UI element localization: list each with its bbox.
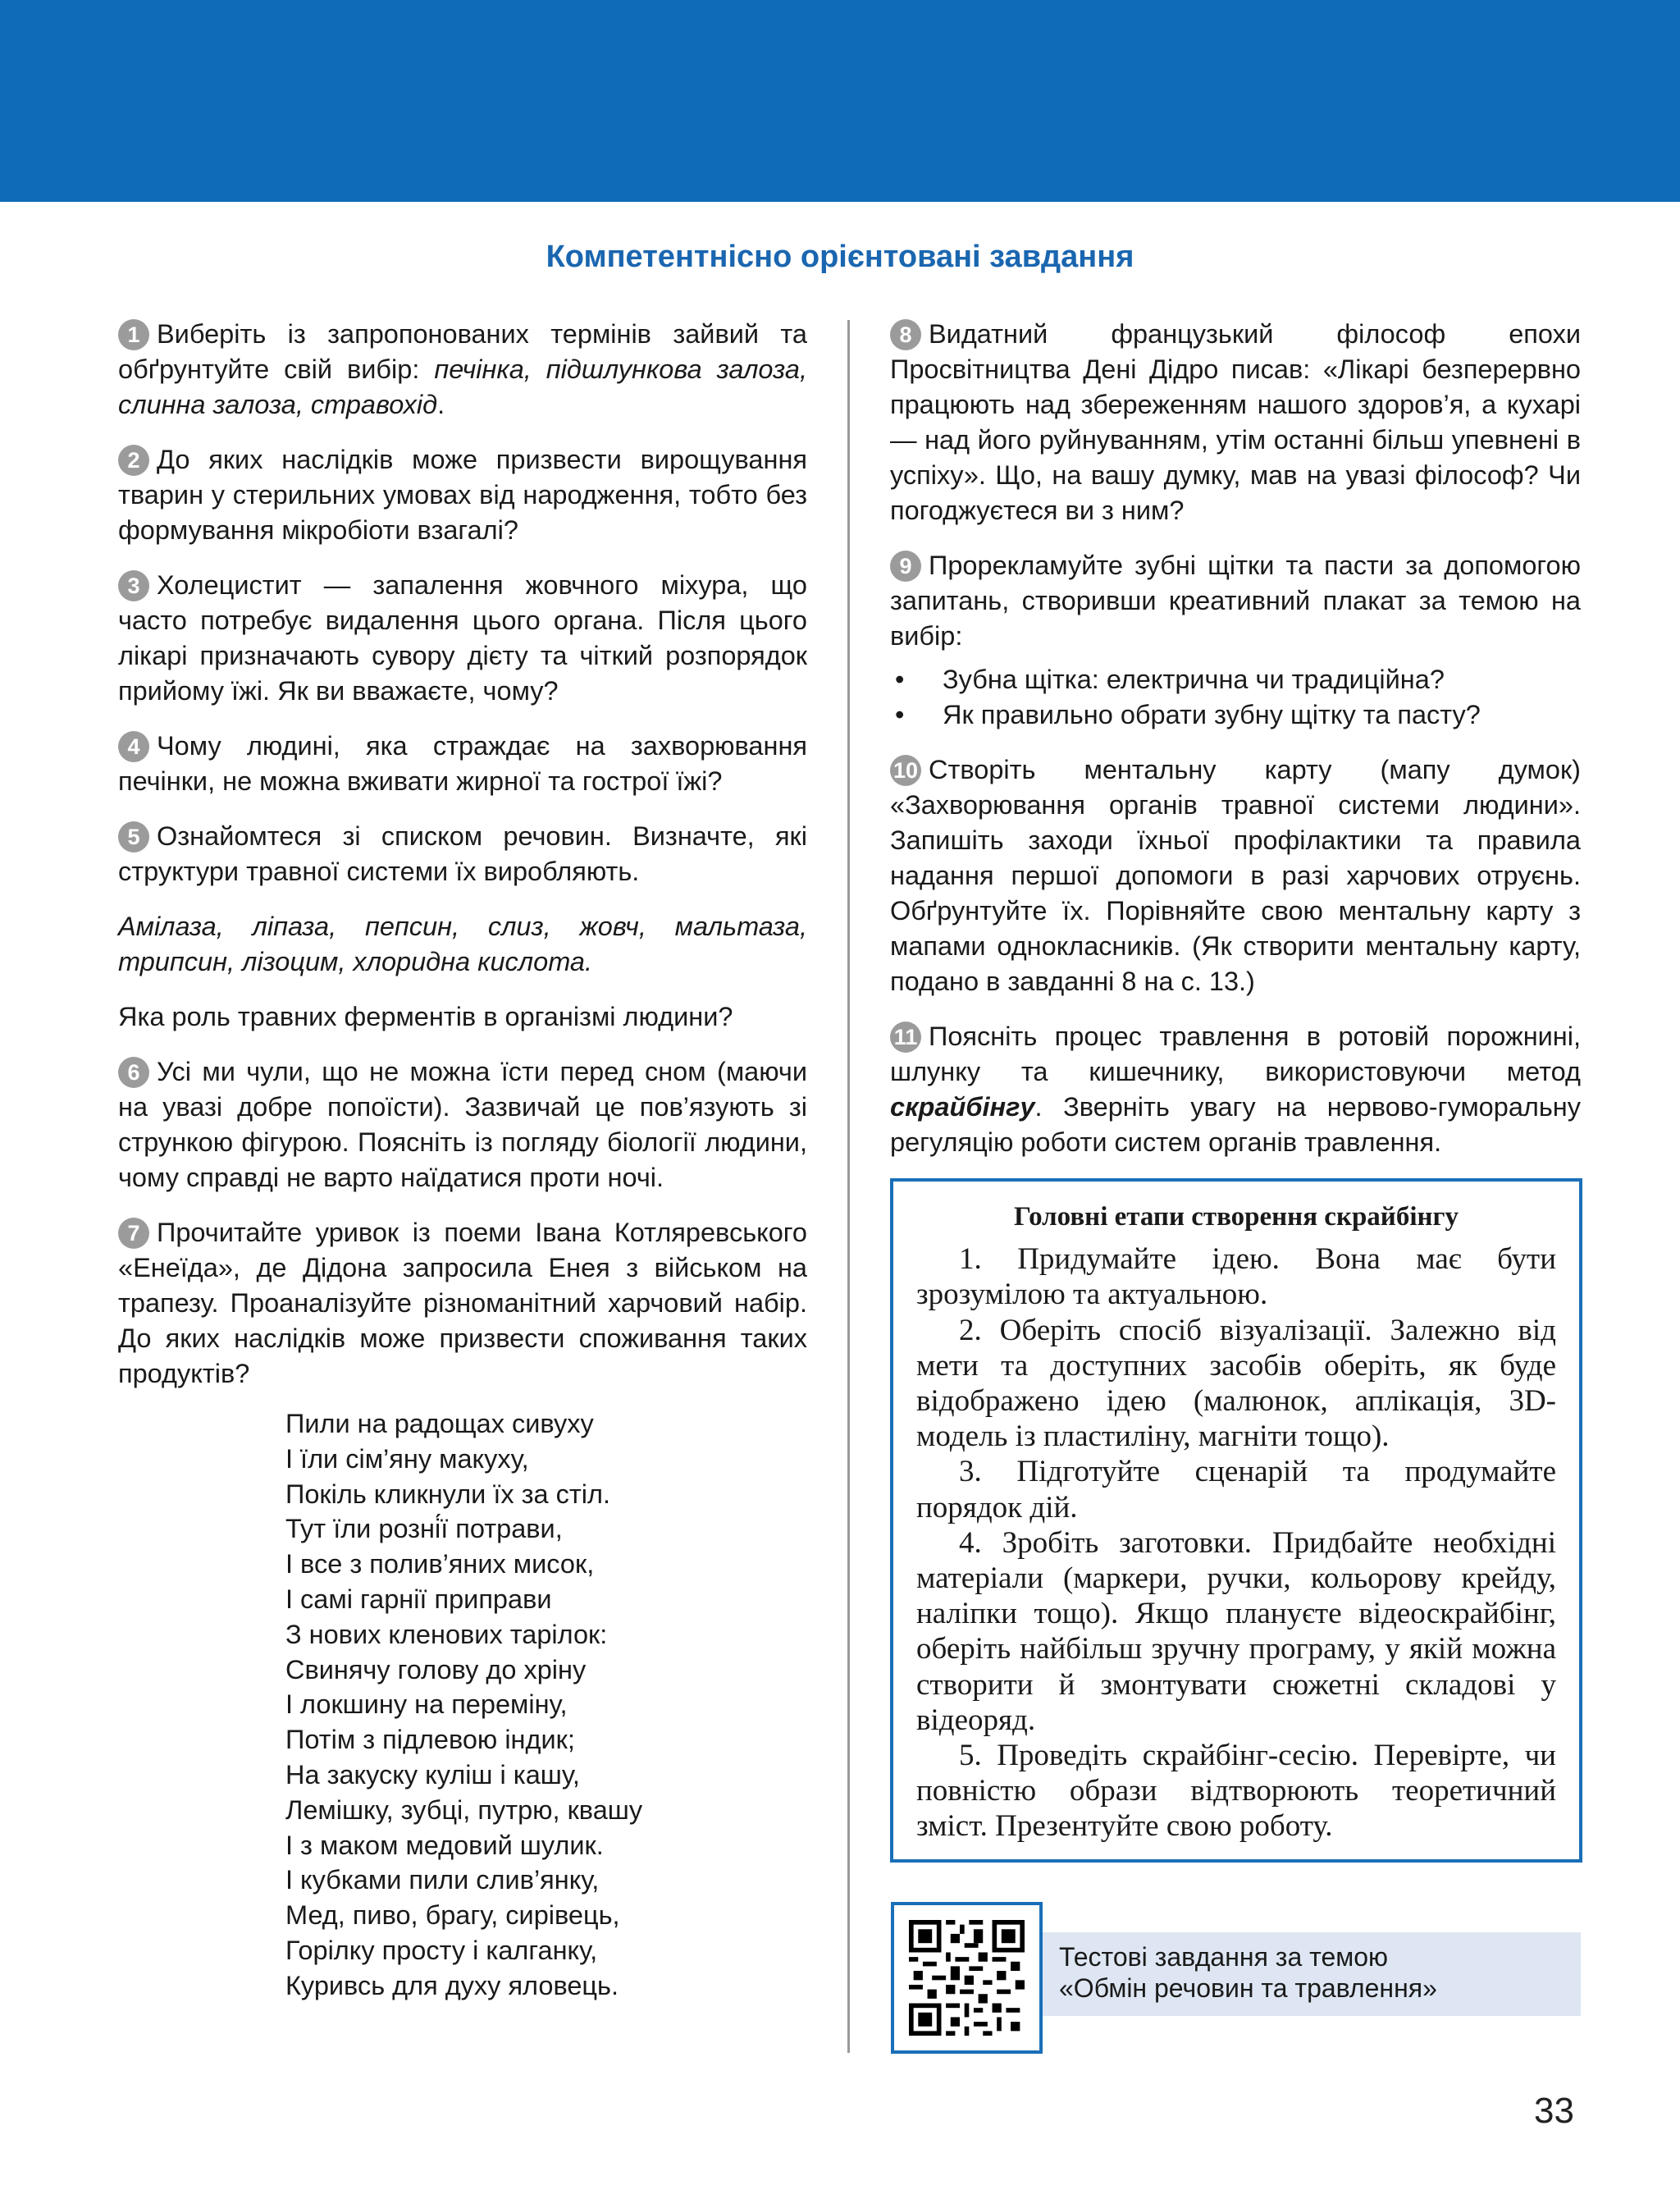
task-number-badge: 5: [118, 821, 149, 853]
task-number-badge: 3: [118, 570, 149, 601]
task-9-bullets: [890, 662, 1581, 733]
right-column: [890, 317, 1581, 1180]
qr-code-icon: [909, 1920, 1025, 2036]
task-number-badge: 7: [118, 1218, 149, 1249]
box-step: 3. Підготуйте сценарій та продумайте порядок дій.: [916, 1455, 1556, 1524]
poem-line: Горілку просту і калганку,: [285, 1935, 598, 1965]
task-text: Чому людині, яка страждає на захворювання печінки, не можна вживати жирної та гострої їжі?: [118, 731, 807, 796]
bullet-item: • Зубна щітка: електрична чи традиційна?: [890, 662, 1581, 697]
poem-line: З нових кленових тарілок:: [285, 1619, 608, 1649]
task-text: Поясніть процес травлення в ротовій порожнині, шлунку та кишечнику, використовуючи метод: [890, 1022, 1581, 1086]
task-number-badge: 1: [118, 319, 149, 350]
poem-line: Тут їли розні́ї потрави,: [285, 1514, 563, 1544]
poem-line: Куривсь для духу яловець.: [285, 1970, 619, 2000]
task-1: [118, 317, 807, 423]
poem-excerpt: [285, 1406, 807, 2004]
task-10: [890, 752, 1581, 999]
task-number-badge: 10: [890, 755, 921, 786]
page-number: 33: [1534, 2091, 1574, 2131]
poem-line: Потім з підлевою індик;: [285, 1725, 575, 1755]
box-title: Головні етапи створення скрайбінгу: [1014, 1202, 1459, 1232]
poem-line: І з маком медовий шулик.: [285, 1830, 604, 1860]
task-text: Ознайомтеся зі списком речовин. Визначте, які структури травної системи їх виробляють.: [118, 821, 807, 886]
qr-caption-line: Тестові завдання за темою: [1059, 1942, 1389, 1972]
enzyme-question: Яка роль травних ферментів в організмі людини?: [118, 1002, 733, 1031]
task-number-badge: 2: [118, 445, 149, 476]
task-text: Усі ми чули, що не можна їсти перед сном (маючи на увазі добре попоїсти). Зазвичай це пов’язують зі стрункою фігурою. Поясніть із погляду біології людини, чому справді не варто наїдатися проти ночі.: [118, 1057, 807, 1192]
task-text-end: . Зверніть увагу на нервово-гуморальну регуляцію роботи систем органів травлення.: [890, 1092, 1581, 1157]
box-step: 5. Проведіть скрайбінг-сесію. Перевірте, чи повністю образи відтворюють теоретичний зміст. Презентуйте свою роботу.: [916, 1739, 1556, 1844]
task-text: Видатний французький філософ епохи Просвітництва Дені Дідро писав: «Лікарі безперервно працюють над збереженням нашого здоров’я, а кухарі — над його руйнуванням, утім останні більш упевнені в успіху». Що, на вашу думку, мав на увазі філософ? Чи погоджуєтеся ви з ним?: [890, 319, 1581, 525]
task-3: [118, 568, 807, 709]
poem-line: Мед, пиво, брагу, сирівець,: [285, 1900, 620, 1931]
task-text: Створіть ментальну карту (мапу думок) «Захворювання органів травної системи людини». Запишіть заходи їхньої профілактики та правила надання першої допомоги в разі харчових отруєнь. Обґрунтуйте їх. Порівняйте свою ментальну карту з мапами однокласників. (Як створити ментальну карту, подано в завданні 8 на с. 13.): [890, 755, 1581, 996]
bullet-item: • Як правильно обрати зубну щітку та пасту?: [890, 697, 1581, 733]
task-text: До яких наслідків може призвести вирощування тварин у стерильних умовах від народження, тобто без формування мікробіоти взагалі?: [118, 445, 807, 545]
box-step: 1. Придумайте ідею. Вона має бути зрозумілою та актуальною.: [916, 1242, 1556, 1312]
task-2: [118, 442, 807, 548]
task-7: [118, 1215, 807, 1392]
task-text: Прочитайте уривок із поеми Івана Котляревського «Енеїда», де Дідона запросила Енея з військом на трапезу. Проаналізуйте різноманітний харчовий набір. До яких наслідків може призвести споживання таких продуктів?: [118, 1218, 807, 1388]
substances-list: Амілаза, ліпаза, пепсин, слиз, жовч, мальтаза, трипсин, лізоцим, хлоридна кислота.: [118, 912, 807, 976]
qr-code-link[interactable]: [891, 1902, 1043, 2054]
header-band: [0, 0, 1680, 202]
section-title: Компетентнісно орієнтовані завдання: [546, 240, 1134, 274]
qr-caption-line: «Обмін речовин та травлення»: [1059, 1973, 1437, 2003]
task-6: [118, 1054, 807, 1195]
poem-line: Лемішку, зубці, путрю, квашу: [285, 1794, 643, 1825]
task-8: [890, 317, 1581, 528]
box-step: 2. Оберіть спосіб візуалізації. Залежно від мети та доступних засобів оберіть, як буде відображено ідею (малюнок, аплікація, 3D-модель із пластиліну, магніти тощо).: [916, 1313, 1556, 1454]
qr-caption: [1043, 1932, 1581, 2016]
poem-line: І самі гарнії приправи: [285, 1584, 552, 1614]
poem-line: Свинячу голову до хріну: [285, 1654, 587, 1684]
method-term: скрайбінгу: [890, 1092, 1035, 1122]
task-text: Прорекламуйте зубні щітки та пасти за допомогою запитань, створивши креативний плакат за темою на вибір:: [890, 551, 1581, 651]
poem-line: Пили на радощах сивуху: [285, 1409, 594, 1438]
task-text: Холецистит — запалення жовчного міхура, що часто потребує видалення цього органа. Після цього лікарі призначають сувору дієту та чіткий розпорядок прийому їжі. Як ви вважаєте, чому?: [118, 570, 807, 706]
task-5: [118, 819, 807, 889]
column-divider: [847, 320, 850, 2053]
task-text: Виберіть із запропонованих термінів зайвий та обґрунтуйте свій вибір:: [118, 319, 807, 384]
poem-line: І кубками пили слив’янку,: [285, 1865, 600, 1895]
poem-line: І все з полив’яних мисок,: [285, 1549, 595, 1579]
box-step: 4. Зробіть заготовки. Придбайте необхідні матеріали (маркери, ручки, кольорову крейду, наліпки тощо). Якщо плануєте відеоскрайбінг, оберіть найбільш зручну програму, у якій можна створити й змонтувати сюжетні складові у відеоряд.: [916, 1525, 1556, 1737]
task-text-end: .: [437, 390, 445, 419]
scribing-steps-box: [890, 1178, 1582, 1863]
left-column: [118, 317, 807, 2004]
task-number-badge: 6: [118, 1057, 149, 1088]
task-number-badge: 9: [890, 551, 921, 582]
poem-line: І локшину на переміну,: [285, 1689, 568, 1720]
task-number-badge: 11: [890, 1022, 921, 1053]
poem-line: І їли сім’яну макуху,: [285, 1443, 529, 1474]
poem-line: Покіль кликнули їх за стіл.: [285, 1479, 611, 1509]
task-11: [890, 1019, 1581, 1160]
task-number-badge: 4: [118, 731, 149, 762]
task-4: [118, 729, 807, 799]
task-number-badge: 8: [890, 319, 921, 350]
poem-line: На закуску куліш і кашу,: [285, 1759, 580, 1790]
task-terms: печінка, підшлункова залоза, слинна залоза, стравохід: [118, 354, 807, 419]
task-9: [890, 548, 1581, 654]
